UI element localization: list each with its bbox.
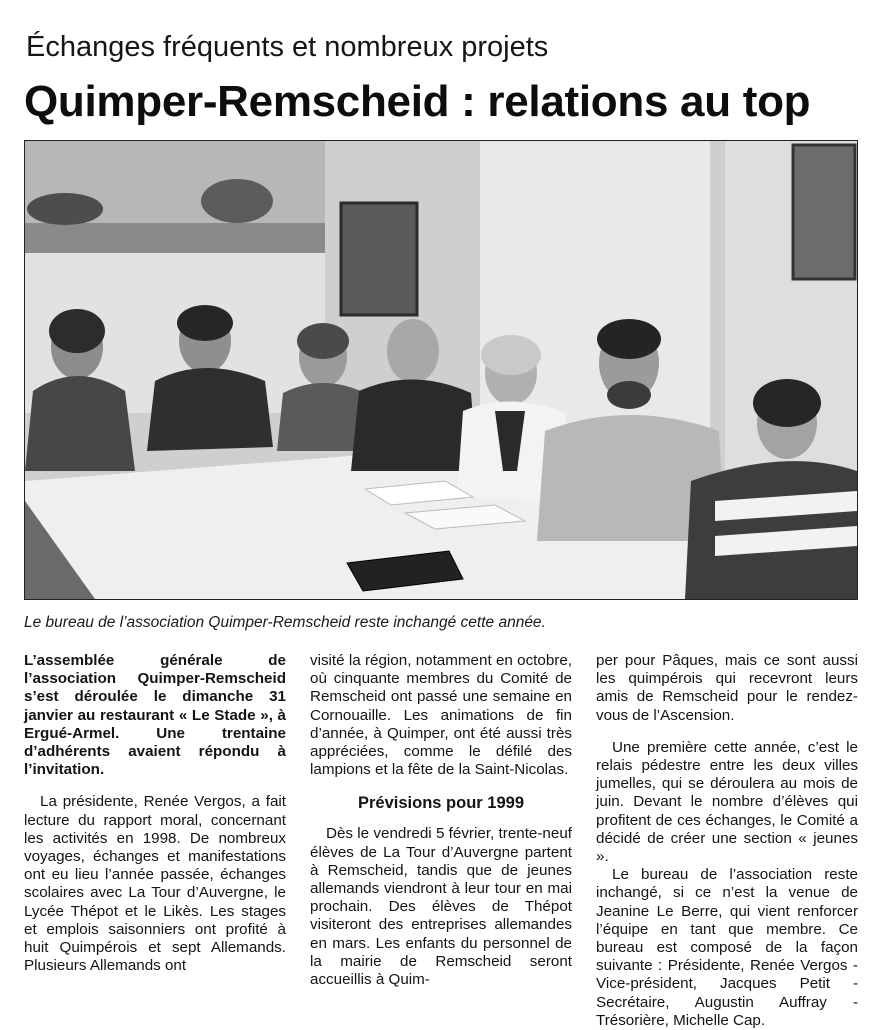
article-subheading: Prévisions pour 1999 bbox=[358, 794, 524, 813]
article-paragraph: Le bureau de l’association reste inchangé, si ce n’est la venue de Jeanine Le Berre, qui vient renforcer l’équipe en tant que membre. Ce bureau est composé de la façon suivante : Présidente, Renée Vergos - Vice-président, Jacques Petit - Secrétaire, Augustin Auffray - Trésorière, Michelle Cap. bbox=[596, 866, 858, 1029]
article-kicker: Échanges fréquents et nombreux projets bbox=[26, 31, 549, 63]
article-paragraph: Dès le vendredi 5 février, trente-neuf élèves de La Tour d’Auvergne partent à Remscheid, tandis que de jeunes allemands viendront à leur tour en mai prochain. Des élèves de Thépot visiteront des entreprises allemandes en mars. Les enfants du personnel de la mairie de Remscheid seront accueillis à Quim- bbox=[310, 825, 572, 989]
group-photo-illustration bbox=[25, 141, 857, 599]
article-paragraph: per pour Pâques, mais ce sont aussi les quimpérois qui recevront leurs amis de Remscheid pour le rendez-vous de l’Ascension. bbox=[596, 652, 858, 724]
article-paragraph: visité la région, notamment en octobre, où cinquante membres du Comité de Remscheid ont passé une semaine en Cornouaille. Les animations de fin d’année, à Quimper, ont été aussi très appréciées, comme le défilé des lampions et la fête de la Saint-Nicolas. bbox=[310, 652, 572, 779]
article-lead: L’assemblée générale de l’association Quimper-Remscheid s’est déroulée le dimanche 31 janvier au restaurant « Le Stade », à Ergué-Armel. Une trentaine d’adhérents avaient répondu à l’invitation. bbox=[24, 652, 286, 779]
article-paragraph: Une première cette année, c’est le relais pédestre entre les deux villes jumelles, qui se déroulera au mois de juin. Devant le nombre d’élèves qui profitent de ces échanges, le Comité a décidé de créer une section « jeunes ». bbox=[596, 738, 858, 866]
article-headline: Quimper-Remscheid : relations au top bbox=[24, 77, 811, 126]
article-column-3 bbox=[596, 652, 858, 1030]
article-column-2 bbox=[310, 652, 572, 989]
photo-caption: Le bureau de l’association Quimper-Remscheid reste inchangé cette année. bbox=[24, 614, 546, 631]
article-photo bbox=[24, 140, 858, 600]
article-column-1 bbox=[24, 652, 286, 975]
article-paragraph: La présidente, Renée Vergos, a fait lecture du rapport moral, concernant les activités en 1998. De nombreux voyages, échanges et manifestations ont eu lieu l’année passée, échanges scolaires avec La Tour d’Auvergne, le Lycée Thépot et le Likès. Les stages et emplois saisonniers ont profité à huit Quimpérois et sept Allemands. Plusieurs Allemands ont bbox=[24, 793, 286, 975]
